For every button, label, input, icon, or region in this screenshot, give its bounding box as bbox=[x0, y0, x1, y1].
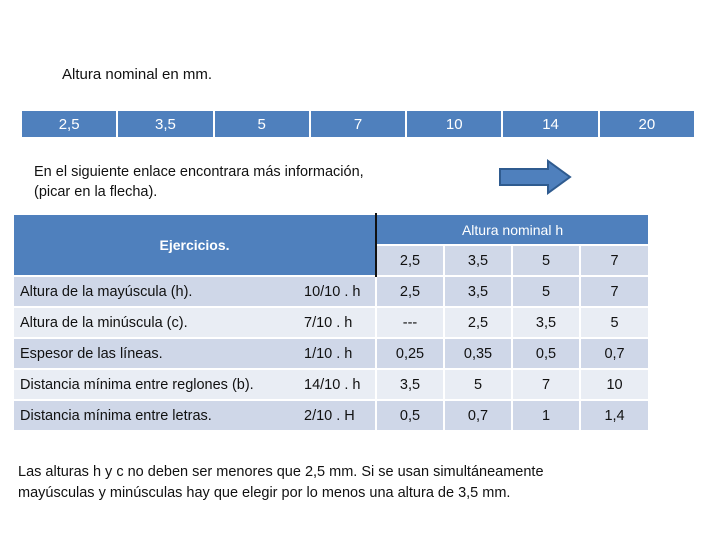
scale-value: 2,5 bbox=[22, 111, 118, 137]
table-row bbox=[14, 276, 648, 307]
row-formula: 10/10 . h bbox=[298, 276, 376, 307]
row-formula: 7/10 . h bbox=[298, 307, 376, 338]
cell-value: 3,5 bbox=[512, 307, 580, 338]
cell-value: 7 bbox=[580, 276, 648, 307]
cell-value: 1,4 bbox=[580, 400, 648, 430]
row-label: Distancia mínima entre reglones (b). bbox=[14, 369, 298, 400]
row-formula: 14/10 . h bbox=[298, 369, 376, 400]
scale-value: 7 bbox=[311, 111, 407, 137]
cell-value: 2,5 bbox=[444, 307, 512, 338]
cell-value: 7 bbox=[512, 369, 580, 400]
header-nominal-height: Altura nominal h bbox=[376, 214, 648, 245]
row-label: Distancia mínima entre letras. bbox=[14, 400, 298, 430]
table-row bbox=[14, 307, 648, 338]
row-formula: 1/10 . h bbox=[298, 338, 376, 369]
table-row bbox=[14, 400, 648, 430]
page-title: Altura nominal en mm. bbox=[62, 66, 213, 83]
cell-value: 5 bbox=[512, 276, 580, 307]
info-line: (picar en la flecha). bbox=[34, 184, 158, 200]
size-header: 5 bbox=[512, 245, 580, 276]
cell-value: 0,7 bbox=[580, 338, 648, 369]
cell-value: 3,5 bbox=[376, 369, 444, 400]
cell-value: --- bbox=[376, 307, 444, 338]
row-label: Altura de la minúscula (c). bbox=[14, 307, 298, 338]
scale-value: 20 bbox=[600, 111, 694, 137]
info-line: En el siguiente enlace encontrara más información, bbox=[34, 164, 364, 180]
right-arrow-icon[interactable] bbox=[498, 159, 572, 195]
scale-value: 5 bbox=[215, 111, 311, 137]
exercises-table bbox=[14, 213, 648, 430]
cell-value: 0,5 bbox=[512, 338, 580, 369]
row-label: Altura de la mayúscula (h). bbox=[14, 276, 298, 307]
scale-value: 14 bbox=[503, 111, 599, 137]
cell-value: 10 bbox=[580, 369, 648, 400]
footnote bbox=[18, 462, 658, 504]
cell-value: 1 bbox=[512, 400, 580, 430]
cell-value: 0,35 bbox=[444, 338, 512, 369]
size-header: 7 bbox=[580, 245, 648, 276]
size-header: 2,5 bbox=[376, 245, 444, 276]
cell-value: 0,25 bbox=[376, 338, 444, 369]
cell-value: 0,7 bbox=[444, 400, 512, 430]
scale-value: 10 bbox=[407, 111, 503, 137]
header-exercises: Ejercicios. bbox=[14, 214, 376, 276]
size-header: 3,5 bbox=[444, 245, 512, 276]
footnote-line: Las alturas h y c no deben ser menores que 2,5 mm. Si se usan simultáneamente bbox=[18, 464, 544, 480]
row-formula: 2/10 . H bbox=[298, 400, 376, 430]
cell-value: 0,5 bbox=[376, 400, 444, 430]
cell-value: 5 bbox=[580, 307, 648, 338]
scale-value: 3,5 bbox=[118, 111, 214, 137]
nominal-height-scale bbox=[22, 111, 694, 137]
footnote-line: mayúsculas y minúsculas hay que elegir por lo menos una altura de 3,5 mm. bbox=[18, 485, 511, 501]
row-label: Espesor de las líneas. bbox=[14, 338, 298, 369]
cell-value: 5 bbox=[444, 369, 512, 400]
cell-value: 3,5 bbox=[444, 276, 512, 307]
info-text bbox=[34, 162, 434, 202]
table-row bbox=[14, 369, 648, 400]
table-row bbox=[14, 338, 648, 369]
cell-value: 2,5 bbox=[376, 276, 444, 307]
